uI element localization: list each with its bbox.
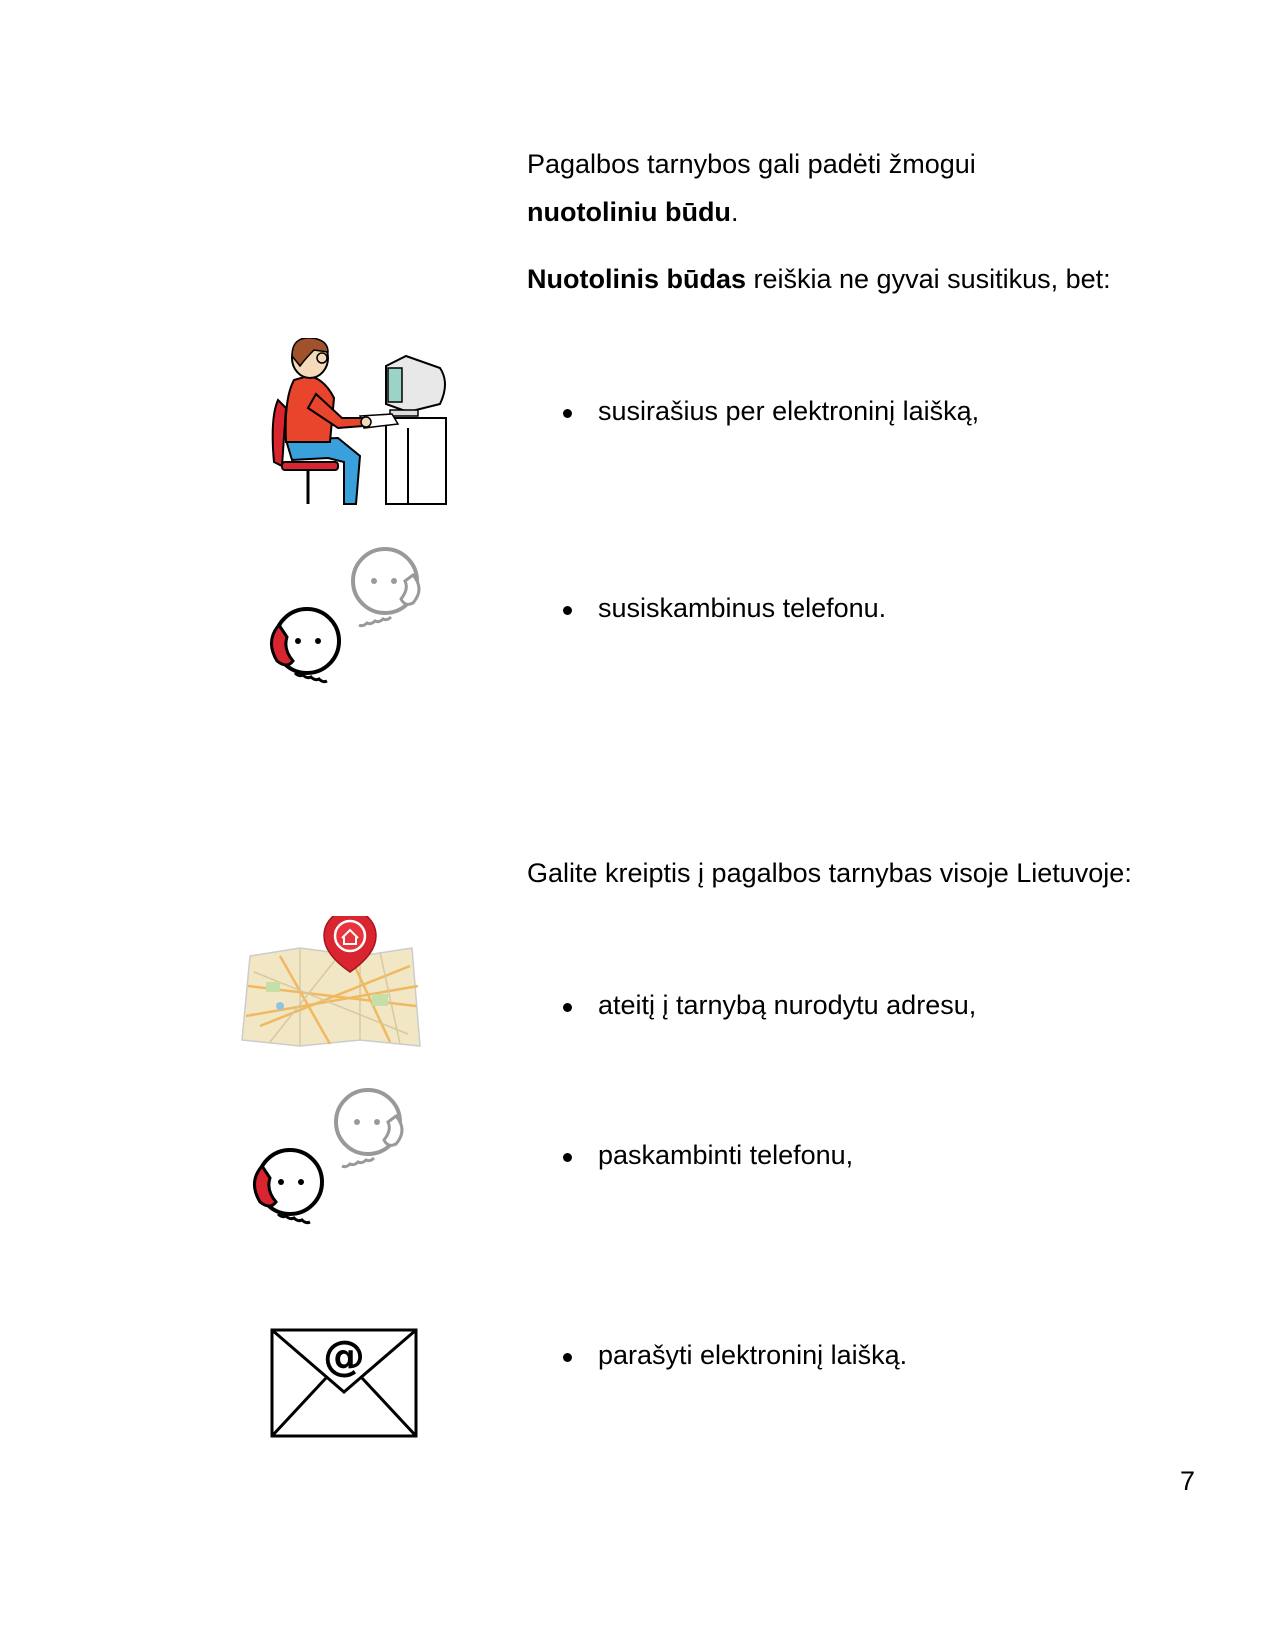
term-remote-way: nuotoliniu būdu [527, 197, 731, 227]
contact-item-phone: paskambinti telefonu, [598, 1140, 854, 1170]
remote-item-email: susirašius per elektroninį laišką, [598, 396, 980, 426]
bullet-remote-2 [563, 606, 572, 615]
bullet-contact-1 [563, 1003, 572, 1012]
intro-line-1: Pagalbos tarnybos gali padėti žmogui [527, 149, 976, 179]
phone-call-icon [248, 1086, 408, 1246]
email-envelope-icon [270, 1328, 418, 1440]
contact-item-email: parašyti elektroninį laišką. [598, 1340, 908, 1370]
remote-item-phone: susiskambinus telefonu. [598, 593, 887, 623]
person-at-computer-icon [268, 338, 453, 508]
intro-line-2: nuotoliniu būdu. [527, 197, 739, 227]
svg-text:@: @ [323, 1331, 365, 1380]
phone-call-icon [265, 545, 425, 705]
bullet-contact-3 [563, 1353, 572, 1362]
bullet-contact-2 [563, 1153, 572, 1162]
map-location-icon [240, 916, 422, 1051]
page-number: 7 [1180, 1466, 1196, 1496]
contact-item-address: ateitį į tarnybą nurodytu adresu, [598, 990, 977, 1020]
term-remote-way-definition: Nuotolinis būdas [527, 264, 746, 294]
contact-heading: Galite kreiptis į pagalbos tarnybas visoje Lietuvoje: [527, 858, 1132, 888]
bullet-remote-1 [563, 409, 572, 418]
intro-line-3: Nuotolinis būdas reiškia ne gyvai susitikus, bet: [527, 264, 1111, 294]
